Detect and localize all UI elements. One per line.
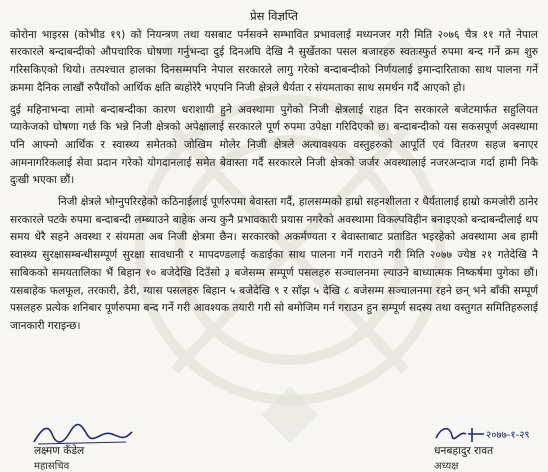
press-release	[10, 8, 538, 336]
signatory-name-left: लक्ष्मण कँडेल	[34, 445, 85, 457]
paragraph-2: दुई महिनाभन्दा लामो बन्दाबन्दीका कारण धराशायी हुने अवस्थामा पुगेको निजी क्षेत्रलाई राहत दिन सरकारले बजेटमार्फत सहुलियत प्याकेजको घोषणा गर्छ कि भन्ने निजी क्षेत्रको अपेक्षालाई सरकारले पूर्ण रुपमा उपेक्षा गरिदिएको छ। बन्दाबन्दीको यस सकसपूर्ण अवस्थामा पनि आफ्नो आर्थिक र स्वास्थ्य समेतको जोखिम मोलेर निजी क्षेत्रले अत्यावश्यक वस्तुहरुको आपूर्ति एवं वितरण सहज बनाएर आमनागरिकलाई सेवा प्रदान गरेको योगदानलाई समेत बेवास्ता गर्दै सरकारले निजी क्षेत्रको जर्जर अवस्थालाई नजरअन्दाज गर्दा हामी निकै दुःखी भएका छौं।	[10, 103, 538, 187]
signature-date-mark: २०७७-१-२९	[486, 430, 530, 441]
signatory-title-left: महासचिव	[34, 461, 70, 472]
signatory-name-right: धनबहादुर रावत	[434, 445, 494, 457]
signatory-title-right: अध्यक्ष	[434, 461, 459, 472]
signature-block-left	[28, 420, 138, 472]
document-title: प्रेस विज्ञप्ति	[250, 9, 298, 23]
paragraph-1: कोरोना भाइरस (कोभीड १९) को नियन्त्रण तथा यसबाट पर्नसक्ने सम्भावित प्रभावलाई मध्यनजर गरी मिति २०७६ चैत्र ११ गते नेपाल सरकारले बन्दाबन्दीको औपचारिक घोषणा गर्नुभन्दा दुई दिनअघि देखि नै सुर्खेतका पसल बजारहरु स्वतःस्फुर्त रुपमा बन्द गर्ने क्रम शुरु गरिसकिएको थियो। तत्पश्चात हालका दिनसम्मपनि नेपाल सरकारले लागु गरेको बन्दाबन्दीको निर्णयलाई इमान्दारिताका साथ पालना गर्ने क्रममा दैनिक लाखौं रुपैयाँको आर्थिक क्षति ब्यहोरेरै भएपनि निजी क्षेत्रले धैर्यता र संयमताका साथ समर्थन गर्दै आएको हो।	[10, 28, 538, 94]
signature-block-right	[428, 420, 538, 472]
paragraph-3: निजी क्षेत्रले भोग्नुपरिरहेको कठिनाईलाई पूर्णरुपमा बेवास्ता गर्दै, हालसम्मको हाम्रो सहनशीलता र धैर्यतालाई हाम्रो कमजोरी ठानेर सरकारले पटके रुपमा बन्दाबन्दी लम्ब्याउने बाहेक अन्य कुनै प्रभावकारी प्रयास नगरेको अवस्थामा विकल्पविहीन बनाइएको बन्दाबन्दीलाई थप समय धेरै सहने अवस्था र संयमता अब निजी क्षेत्रमा छैन। सरकारको अकर्मण्यता र बेवास्ताबाट प्रताडित भइरहेको अवस्थामा अब हामी स्वास्थ्य सुरक्षासम्बन्धीसम्पूर्ण सुरक्षा सावधानी र मापदण्डलाई कडाईका साथ पालना गर्ने गराउने गरी मिति २०७७ ज्येष्ठ २१ गतेदेखि नै साबिकको समयतालिका भैं बिहान १० बजेदेखि दिउँसो ३ बजेसम्म सम्पूर्ण पसलहरु सञ्चालनमा ल्याउने बाध्यात्मक निष्कर्षमा पुगेका छौं। यसबाहेक फलफूल, तरकारी, डेरी, ग्यास पसलहरु बिहान ५ बजेदेखि ९ र साँझ ५ देखि ८ बजेसम्म सञ्चालनमा रहने छन् भने बाँकी सम्पूर्ण पसलहरु प्रत्येक शनिबार पूर्णरुपमा बन्द गर्ने गरी आवश्यक तयारी गरी सो बमोजिम गर्न गराउन हुन सम्पूर्ण सदस्य तथा वस्तुगत समितिहरुलाई जानकारी गराइन्छ।	[10, 196, 538, 332]
